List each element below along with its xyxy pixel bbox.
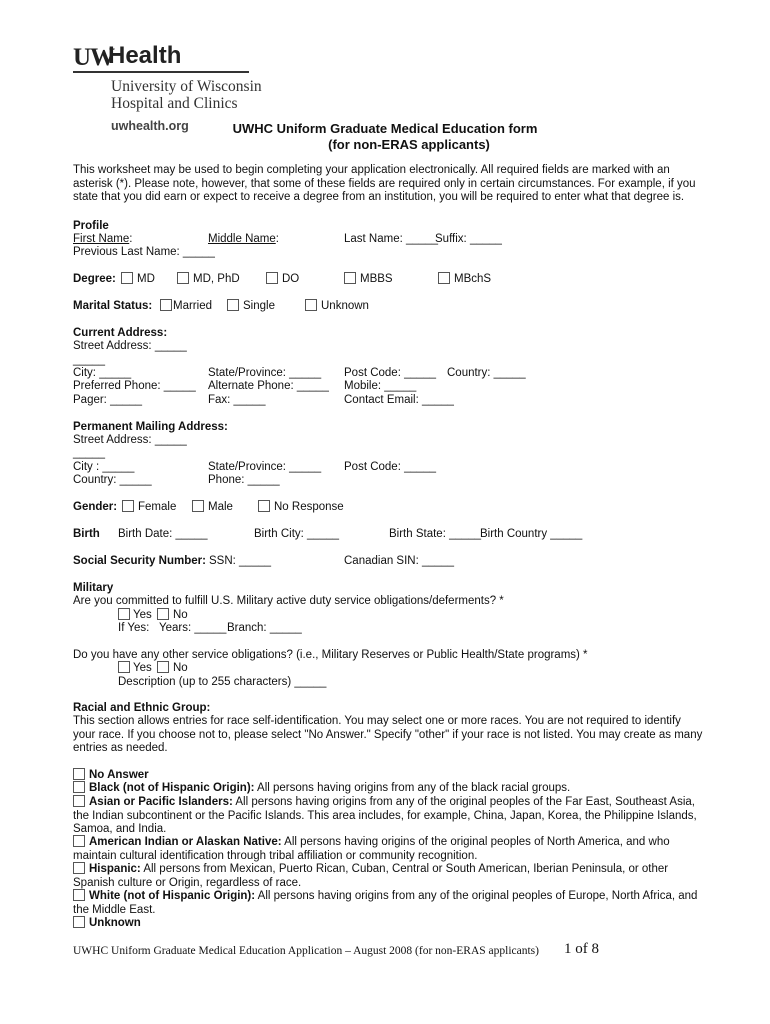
military-q1-yes-label: Yes	[133, 609, 152, 621]
race-hispanic-label: Hispanic:	[89, 863, 141, 875]
permanent-city-field[interactable]: City : _____	[73, 461, 135, 473]
logo-url: uwhealth.org	[111, 119, 189, 133]
race-heading: Racial and Ethnic Group:	[73, 702, 211, 714]
degree-mbchs-checkbox[interactable]	[438, 272, 450, 284]
gender-female-checkbox[interactable]	[122, 500, 134, 512]
gender-male-checkbox[interactable]	[192, 500, 204, 512]
first-name-colon: :	[129, 233, 133, 245]
logo-line2: Hospital and Clinics	[111, 95, 238, 112]
middle-name-label	[208, 233, 279, 245]
intro-paragraph: This worksheet may be used to begin completing your application electronically. All required fields are marked with an asterisk (*). Please note, however, that some of these fields are required only in certain circumstances. For example, if you state that you did earn or expect to receive a degree from an institution, you will be required to enter what that degree is.	[73, 164, 696, 204]
gender-no-response-label: No Response	[274, 501, 344, 513]
pager-field[interactable]: Pager: _____	[73, 394, 143, 406]
marital-unknown-label: Unknown	[321, 300, 369, 312]
marital-unknown-checkbox[interactable]	[305, 299, 317, 311]
fax-field[interactable]: Fax: _____	[208, 394, 266, 406]
current-city-field[interactable]: City: _____	[73, 367, 132, 379]
race-unknown-item	[73, 917, 703, 931]
mobile-field[interactable]: Mobile: _____	[344, 380, 417, 392]
race-unknown-label: Unknown	[89, 917, 141, 929]
page-number: 1 of 8	[564, 941, 599, 957]
last-name-field[interactable]: Last Name: _____	[344, 233, 438, 245]
degree-label: Degree:	[73, 273, 116, 285]
military-heading: Military	[73, 582, 114, 594]
race-black-label: Black (not of Hispanic Origin):	[89, 782, 255, 794]
race-white-desc: All persons having origins from any of the original peoples of Europe, North Africa, and the Middle East.	[73, 890, 698, 916]
middle-name-colon: :	[275, 233, 279, 245]
military-q1-yes-checkbox[interactable]	[118, 608, 130, 620]
ssn-label: Social Security Number:	[73, 555, 206, 567]
current-address-heading: Current Address:	[73, 327, 168, 339]
race-asian-item	[73, 796, 703, 837]
form-subtitle: (for non-ERAS applicants)	[328, 137, 490, 152]
preferred-phone-field[interactable]: Preferred Phone: _____	[73, 380, 196, 392]
canadian-sin-field[interactable]: Canadian SIN: _____	[344, 555, 454, 567]
ssn-field[interactable]: SSN: _____	[209, 555, 272, 567]
military-q1-no-checkbox[interactable]	[157, 608, 169, 620]
race-american-indian-desc: All persons having origins of the original peoples of North America, and who maintain cultural identification through tribal affiliation or community recognition.	[73, 836, 670, 862]
race-hispanic-desc: All persons from Mexican, Puerto Rican, Cuban, Central or South American, Iberian Peninsula, or other Spanish culture or Origin, regardless of race.	[73, 863, 669, 889]
birth-city-field[interactable]: Birth City: _____	[254, 528, 340, 540]
suffix-field[interactable]: Suffix: _____	[435, 233, 502, 245]
race-asian-desc: All persons having origins from any of the original peoples of the Far East, Southeast Asia, the Indian subcontinent or the Pacific Islands. This area includes, for example, China, Japan, Korea, the Philippine Islands, Samoa, and India.	[73, 796, 697, 835]
permanent-phone-field[interactable]: Phone: _____	[208, 474, 280, 486]
permanent-country-field[interactable]: Country: _____	[73, 474, 152, 486]
first-name-label	[73, 233, 132, 245]
military-years-field[interactable]: Years: _____	[159, 622, 227, 634]
contact-email-field[interactable]: Contact Email: _____	[344, 394, 454, 406]
profile-heading: Profile	[73, 220, 109, 232]
military-q2-no-label: No	[173, 662, 188, 674]
service-description-field[interactable]: Description (up to 255 characters) _____	[118, 676, 327, 688]
logo-uw: UW	[73, 44, 115, 71]
degree-do-label: DO	[282, 273, 300, 285]
degree-mbbs-checkbox[interactable]	[344, 272, 356, 284]
gender-no-response-checkbox[interactable]	[258, 500, 270, 512]
degree-md-label: MD	[137, 273, 155, 285]
current-state-field[interactable]: State/Province: _____	[208, 367, 322, 379]
logo-health: Health	[108, 42, 182, 69]
marital-married-checkbox[interactable]	[160, 299, 172, 311]
current-street-line2[interactable]: _____	[73, 354, 105, 366]
degree-do-checkbox[interactable]	[266, 272, 278, 284]
race-black-item	[73, 782, 703, 796]
military-branch-field[interactable]: Branch: _____	[227, 622, 302, 634]
logo-divider	[73, 71, 249, 73]
degree-md-phd-label: MD, PhD	[193, 273, 240, 285]
first-name-text: First Name	[73, 233, 130, 245]
form-title: UWHC Uniform Graduate Medical Education form	[232, 121, 538, 136]
race-no-answer-label: No Answer	[89, 769, 149, 781]
permanent-post-code-field[interactable]: Post Code: _____	[344, 461, 437, 473]
military-q1-no-label: No	[173, 609, 188, 621]
military-q2-yes-checkbox[interactable]	[118, 661, 130, 673]
degree-mbbs-label: MBBS	[360, 273, 393, 285]
current-street-field[interactable]: Street Address: _____	[73, 340, 187, 352]
gender-label: Gender:	[73, 501, 118, 513]
race-no-answer-item	[73, 769, 703, 783]
middle-name-text: Middle Name	[208, 233, 276, 245]
birth-date-field[interactable]: Birth Date: _____	[118, 528, 208, 540]
race-asian-label: Asian or Pacific Islanders:	[89, 796, 233, 808]
previous-last-name-field[interactable]: Previous Last Name: _____	[73, 246, 215, 258]
race-american-indian-label: American Indian or Alaskan Native:	[89, 836, 282, 848]
permanent-street-field[interactable]: Street Address: _____	[73, 434, 187, 446]
permanent-state-field[interactable]: State/Province: _____	[208, 461, 322, 473]
marital-status-label: Marital Status:	[73, 300, 153, 312]
gender-male-label: Male	[208, 501, 233, 513]
military-q2-yes-label: Yes	[133, 662, 152, 674]
logo-line1: University of Wisconsin	[111, 78, 262, 95]
race-american-indian-item	[73, 836, 703, 863]
birth-label: Birth	[73, 528, 100, 540]
race-black-desc: All persons having origins from any of the black racial groups.	[254, 782, 571, 794]
military-question-2: Do you have any other service obligations? (i.e., Military Reserves or Public Health/State programs) *	[73, 649, 588, 661]
military-q2-no-checkbox[interactable]	[157, 661, 169, 673]
military-question-1: Are you committed to fulfill U.S. Military active duty service obligations/deferments? *	[73, 595, 504, 607]
degree-mbchs-label: MBchS	[454, 273, 492, 285]
marital-married-label: Married	[173, 300, 212, 312]
race-white-item	[73, 890, 703, 917]
degree-md-checkbox[interactable]	[121, 272, 133, 284]
marital-single-checkbox[interactable]	[227, 299, 239, 311]
permanent-street-line2[interactable]: _____	[73, 447, 105, 459]
footer-text: UWHC Uniform Graduate Medical Education Application – August 2008 (for non-ERAS applicants)	[73, 945, 539, 957]
birth-state-field[interactable]: Birth State: _____	[389, 528, 482, 540]
alternate-phone-field[interactable]: Alternate Phone: _____	[208, 380, 329, 392]
marital-single-label: Single	[243, 300, 275, 312]
current-country-field[interactable]: Country: _____	[447, 367, 526, 379]
race-white-label: White (not of Hispanic Origin):	[89, 890, 256, 902]
birth-country-field[interactable]: Birth Country _____	[480, 528, 583, 540]
current-post-code-field[interactable]: Post Code: _____	[344, 367, 437, 379]
degree-md-phd-checkbox[interactable]	[177, 272, 189, 284]
permanent-address-heading: Permanent Mailing Address:	[73, 421, 228, 433]
gender-female-label: Female	[138, 501, 177, 513]
if-yes-label: If Yes:	[118, 622, 150, 634]
race-hispanic-item	[73, 863, 703, 890]
race-intro: This section allows entries for race self-identification. You may select one or more races. You are not required to identify your race. If you choose not to, please select "No Answer." Specify "other" if your race is not listed. You may create as many entries as needed.	[73, 715, 703, 755]
